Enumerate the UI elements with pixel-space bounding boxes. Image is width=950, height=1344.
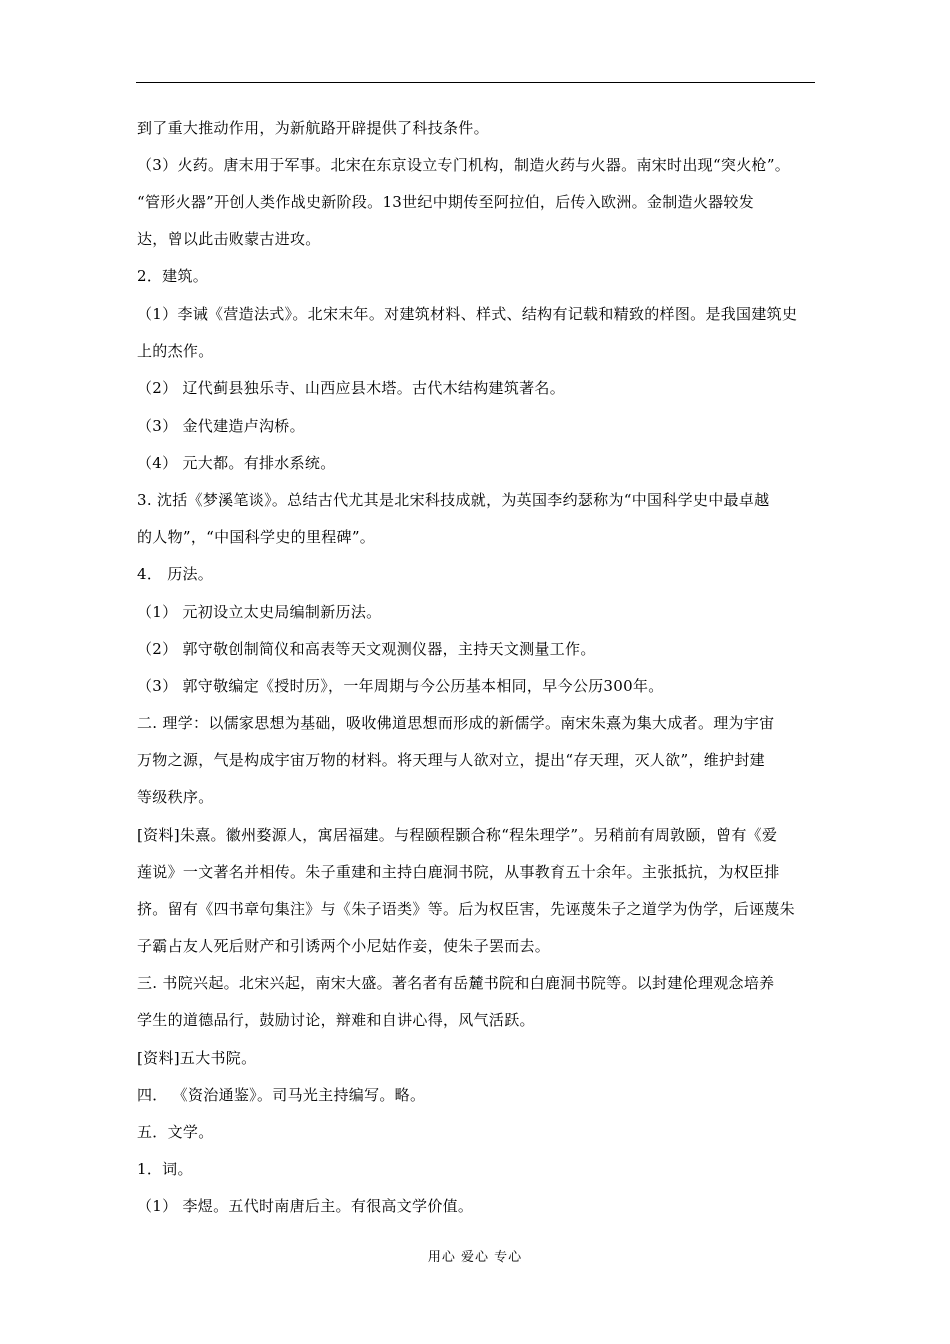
text-line: 到了重大推动作用，为新航路开辟提供了科技条件。: [137, 119, 489, 137]
text-line: 四． 《资治通鉴》。司马光主持编写。略。: [137, 1086, 426, 1104]
text-line: （4） 元大都。有排水系统。: [137, 454, 336, 472]
text-line: （1）李诫《营造法式》。北宋末年。对建筑材料、样式、结构有记载和精致的样图。是我国建筑史: [137, 305, 798, 323]
text-line: [资料]五大书院。: [137, 1049, 257, 1067]
text-line: （3） 郭守敬编定《授时历》，一年周期与今公历基本相同，早今公历300年。: [137, 677, 664, 695]
page-footer: 用心 爱心 专心: [427, 1250, 523, 1265]
text-line: 二. 理学：以儒家思想为基础，吸收佛道思想而形成的新儒学。南宋朱熹为集大成者。理为宇宙: [137, 714, 775, 732]
text-line: 等级秩序。: [137, 788, 214, 806]
header-rule: [136, 82, 815, 83]
text-line: （1） 李煜。五代时南唐后主。有很高文学价值。: [137, 1197, 474, 1215]
text-line: 达，曾以此击败蒙古进攻。: [137, 230, 321, 248]
text-line: [资料]朱熹。徽州婺源人，寓居福建。与程颐程颢合称“程朱理学”。另稍前有周敦颐，曾有《爱: [137, 826, 778, 844]
text-line: 子霸占友人死后财产和引诱两个小尼姑作妾，使朱子罢而去。: [137, 937, 551, 955]
text-line: 学生的道德品行，鼓励讨论，辩难和自讲心得，风气活跃。: [137, 1011, 535, 1029]
text-line: 五．文学。: [137, 1123, 214, 1141]
text-line: 1．词。: [137, 1160, 193, 1178]
body-text: [137, 119, 820, 1216]
text-line: （2） 辽代蓟县独乐寺、山西应县木塔。古代木结构建筑著名。: [137, 379, 566, 397]
text-line: （2） 郭守敬创制简仪和高表等天文观测仪器，主持天文测量工作。: [137, 640, 596, 658]
text-line: “管形火器”开创人类作战史新阶段。13世纪中期传至阿拉伯，后传入欧洲。金制造火器较发: [137, 193, 755, 211]
text-line: 2．建筑。: [137, 267, 209, 285]
text-line: 三. 书院兴起。北宋兴起，南宋大盛。著名者有岳麓书院和白鹿洞书院等。以封建伦理观念培养: [137, 974, 775, 992]
text-line: （1） 元初设立太史局编制新历法。: [137, 603, 382, 621]
text-line: 万物之源，气是构成宇宙万物的材料。将天理与人欲对立，提出“存天理，灭人欲”，维护封建: [137, 751, 765, 769]
text-line: 上的杰作。: [137, 342, 214, 360]
text-line: 莲说》一文著名并相传。朱子重建和主持白鹿洞书院，从事教育五十余年。主张抵抗，为权臣排: [137, 863, 780, 881]
text-line: 的人物”，“中国科学史的里程碑”。: [137, 528, 376, 546]
text-line: 3. 沈括《梦溪笔谈》。总结古代尤其是北宋科技成就，为英国李约瑟称为“中国科学史中最卓越: [137, 491, 770, 509]
text-line: 4． 历法。: [137, 565, 214, 583]
text-line: （3）火药。唐末用于军事。北宋在东京设立专门机构，制造火药与火器。南宋时出现“突火枪”。: [137, 156, 791, 174]
text-line: 挤。留有《四书章句集注》与《朱子语类》等。后为权臣害，先诬蔑朱子之道学为伪学，后诬蔑朱: [137, 900, 795, 918]
text-line: （3） 金代建造卢沟桥。: [137, 417, 305, 435]
